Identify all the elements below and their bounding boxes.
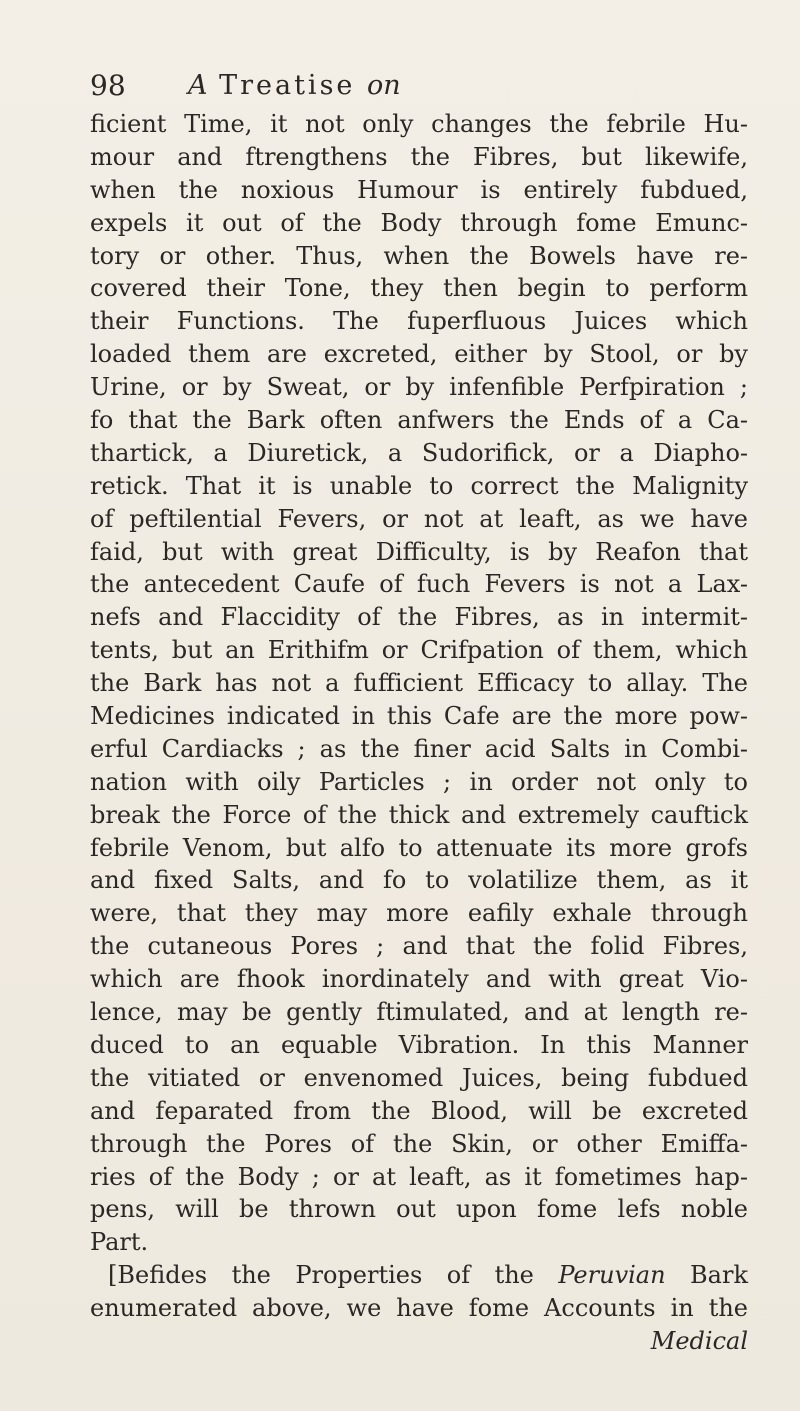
text-line: through the Pores of the Skin, or other Emiffa- [90,1129,748,1158]
text-segment: Bark [665,1261,748,1290]
text-line: tory or other. Thus, when the Bowels have re- [90,241,748,270]
catchword: Medical [650,1326,748,1355]
text-line: enumerated above, we have fome Accounts in the [90,1294,748,1323]
text-line: covered their Tone, they then begin to perform [90,274,748,303]
text-line: febrile Venom, but alfo to attenuate its more grofs [90,833,748,862]
text-line: erful Cardiacks ; as the finer acid Salts in Combi- [90,734,748,763]
text-line: expels it out of the Body through fome Emunc- [90,208,748,237]
text-segment-italic: Peruvian [558,1261,666,1290]
text-line: and feparated from the Blood, will be excreted [90,1096,748,1125]
text-line: and fixed Salts, and fo to volatilize them, as it [90,866,748,895]
text-line: lence, may be gently ftimulated, and at length re- [90,998,748,1027]
text-line: break the Force of the thick and extremely cauftick [90,800,748,829]
text-line: ries of the Body ; or at leaft, as it fometimes hap- [90,1162,748,1191]
running-head [188,68,401,104]
text-line: nefs and Flaccidity of the Fibres, as in intermit- [90,603,748,632]
text-line: Urine, or by Sweat, or by infenfible Perfpiration ; [90,373,748,402]
text-line [90,1259,748,1292]
text-line: pens, will be thrown out upon fome lefs noble [90,1195,748,1224]
text-line: tents, but an Erithifm or Crifpation of them, which [90,636,748,665]
text-line: faid, but with great Difficulty, is by Reafon that [90,537,748,566]
running-head-preposition: on [367,70,401,101]
text-line: the vitiated or envenomed Juices, being fubdued [90,1063,748,1092]
text-line: thartick, a Diuretick, a Sudorifick, or a Diapho- [90,438,748,467]
text-line: the Bark has not a fufficient Efficacy to allay. The [90,669,748,698]
text-line: their Functions. The fuperfluous Juices which [90,307,748,336]
text-line: of peftilential Fevers, or not at leaft, as we have [90,504,748,533]
text-line: fo that the Bark often anfwers the Ends of a Ca- [90,406,748,435]
text-block [90,68,748,1358]
catchword-line [90,1325,748,1358]
text-line: ficient Time, it not only changes the febrile Hu- [90,110,748,138]
text-line: mour and ftrengthens the Fibres, but likewife, [90,142,748,171]
text-line: the cutaneous Pores ; and that the folid Fibres, [90,932,748,961]
page-number: 98 [90,69,126,102]
page-header [90,68,748,108]
body-text [90,108,748,1259]
text-line: Medicines indicated in this Cafe are the more pow- [90,702,748,731]
text-line: retick. That it is unable to correct the Malignity [90,471,748,500]
text-segment: [Befides the Properties of the [108,1261,559,1290]
text-line: loaded them are excreted, either by Stool, or by [90,340,748,369]
text-line: Part. [90,1228,149,1257]
text-line: nation with oily Particles ; in order not only to [90,767,748,796]
text-line: the antecedent Caufe of fuch Fevers is not a Lax- [90,570,748,599]
text-line: were, that they may more eafily exhale through [90,899,748,928]
running-head-word: Treatise [219,70,356,101]
text-line: when the noxious Humour is entirely fubdued, [90,175,748,204]
text-line: duced to an equable Vibration. In this Manner [90,1030,748,1059]
text-line: which are fhook inordinately and with great Vio- [90,965,748,994]
running-head-article: A [188,70,208,101]
